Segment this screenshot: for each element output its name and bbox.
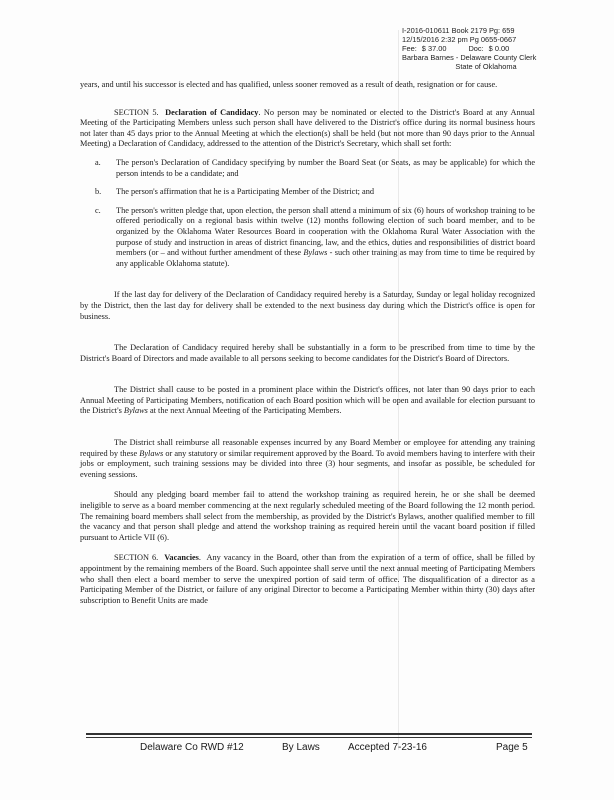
document-body	[80, 80, 535, 606]
stamp-line-2: 12/15/2016 2:32 pm Pg 0655-0667	[402, 35, 517, 44]
form-paragraph: The Declaration of Candidacy required hereby shall be substantially in a form to be prescribed from time to time by the District's Board of Directors and made available to all persons seeking to become candidates for the District's Board of Directors.	[80, 343, 535, 363]
stamp-line-1: I-2016-010611 Book 2179 Pg: 659	[402, 26, 515, 35]
section-5-paragraph: SECTION 5. Declaration of Candidacy. No person may be nominated or elected to the District's Board at any Annual Meeting of the Participating Members unless such person shall have delivered to the District's office during its normal business hours not later than 45 days prior to the Annual Meeting at which the election(s) shall be held (but not more than 90 days prior to the Annual Meeting) a Declaration of Candidacy, addressed to the attention of the District's Secretary, which shall set forth:	[80, 107, 535, 149]
list-item-label: c.	[95, 205, 101, 215]
section-5-number: SECTION 5.	[114, 107, 159, 117]
footer-org: Delaware Co RWD #12	[140, 742, 244, 753]
reimbursement-text-before: The District shall reimburse all reasonable expenses incurred by any Board Member or employee for attending any training required by these	[80, 438, 535, 458]
footer-page-number: Page 5	[496, 742, 528, 753]
section-6-number: SECTION 6.	[114, 553, 159, 563]
footer-doc: By Laws	[282, 742, 320, 753]
footer-rule-thick	[86, 733, 532, 735]
reimbursement-paragraph	[80, 438, 535, 480]
posting-text-after: at the next Annual Meeting of the Participating Members.	[147, 406, 342, 416]
list-item-text: The person's affirmation that he is a Participating Member of the District; and	[116, 187, 375, 197]
holiday-paragraph: If the last day for delivery of the Declaration of Candidacy required hereby is a Saturday, Sunday or legal holiday recognized by the District, then the last day for delivery shall be extended to the next business day during which the District's office is open for business.	[80, 290, 535, 321]
reimbursement-text-after: or any statutory or similar requirement approved by the Board. To avoid members having to interfere with their jobs or employment, such training sessions may be divided into three (3) hour segments, and insofar as possible, be scheduled for evening sessions.	[80, 448, 535, 479]
list-item-label: b.	[95, 187, 102, 197]
section-6-title: Vacancies	[164, 553, 199, 563]
stamp-state: State of Oklahoma	[455, 62, 517, 71]
footer-rule-thin	[86, 737, 532, 738]
section-5-title: Declaration of Candidacy	[165, 107, 259, 117]
pledge-paragraph: Should any pledging board member fail to attend the workshop training as required herein, he or she shall be deemed ineligible to serve as a board member commencing at the next regularly scheduled meeting of the Board following the 12 month period. The remaining board members shall select from the membership, as provided by the District's Bylaws, another qualified member to fill the vacancy and that person shall pledge and attend the workshop training as required herein until the vacant board position if filled pursuant to Article VII (6).	[80, 490, 535, 542]
list-item-label: a.	[95, 157, 101, 167]
section-6-text: Any vacancy in the Board, other than from the expiration of a term of office, shall be filled by appointment by the remaining members of the Board. Such appointee shall serve until the next annual meeting of Participating Members who shall then elect a board member to serve the unexpired portion of said term of office. The disqualification of a director as a Participating Member of the District, or failure of any original Director to become a Participating Member within thirty (30) days after subscription to Benefit Units are made	[80, 553, 535, 605]
posting-paragraph	[80, 385, 535, 417]
intro-paragraph: years, and until his successor is elected and has qualified, unless sooner removed as a result of death, resignation or for cause.	[80, 80, 498, 89]
list-item-text-after: - such other training as may from time to time be required by any applicable Oklahoma statute).	[116, 248, 535, 268]
list-item	[95, 206, 535, 270]
posting-text-before: The District shall cause to be posted in a prominent place within the District's offices, not later than 90 days prior to each Annual Meeting of Participating Members, notification of each Board position which will be open and available for election pursuant to the District's	[80, 385, 535, 416]
recording-stamp	[402, 26, 570, 71]
list-item-text-before: The person's written pledge that, upon election, the person shall attend a minimum of six (6) hours of workshop training to be offered periodically on a regional basis within twelve (12) months following election of such board member, and to be organized by the Oklahoma Water Resources Board in cooperation with the Oklahoma Rural Water Association with the purpose of study and instruction in areas of district financing, law, and the ethics, duties and responsibilities of district board members (or – and without further amendment of these	[116, 205, 535, 258]
stamp-fee-label: Fee:	[402, 44, 417, 53]
stamp-fee-value: $ 37.00	[421, 44, 447, 53]
list-item	[95, 187, 535, 198]
section-5-text: No person may be nominated or elected to the District's Board at any Annual Meeting of the Participating Members unless such person shall have delivered to the District's office during its normal business hours not later than 45 days prior to the Annual Meeting at which the election(s) shall be held (but not more than 90 days prior to the Annual Meeting) a Declaration of Candidacy, addressed to the attention of the District's Secretary, which shall set forth:	[80, 107, 535, 149]
bylaws-italic: Bylaws	[139, 448, 164, 458]
bylaws-italic: Bylaws	[123, 406, 148, 416]
stamp-doc-label: Doc:	[468, 44, 484, 53]
footer-accepted: Accepted 7-23-16	[348, 742, 427, 753]
list-item-text: The person's Declaration of Candidacy specifying by number the Board Seat (or Seats, as may be applicable) for which the person intends to be a candidate; and	[116, 157, 535, 178]
stamp-fee-row	[402, 44, 570, 53]
stamp-clerk: Barbara Barnes - Delaware County Clerk	[402, 53, 537, 62]
list-item	[95, 158, 535, 179]
section-6-paragraph: SECTION 6. Vacancies. Any vacancy in the Board, other than from the expiration of a term of office, shall be filled by appointment by the remaining members of the Board. Such appointee shall serve until the next annual meeting of Participating Members who shall then elect a board member to serve the unexpired portion of said term of office. The disqualification of a director as a Participating Member of the District, or failure of any original Director to become a Participating Member within thirty (30) days after subscription to Benefit Units are made	[80, 553, 535, 605]
bylaws-italic: Bylaws	[303, 248, 328, 258]
list-item-text	[116, 206, 535, 270]
stamp-doc-value: $ 0.00	[488, 44, 510, 53]
candidacy-requirements-list	[80, 158, 535, 269]
